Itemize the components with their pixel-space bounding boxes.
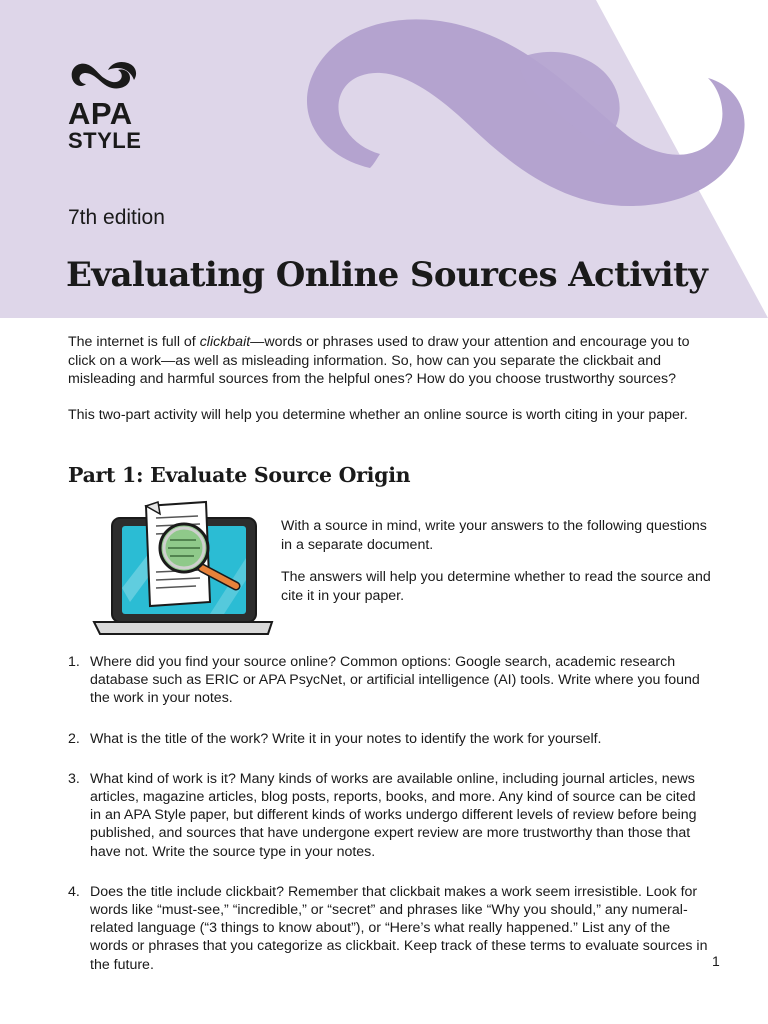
part1-instructions — [281, 517, 711, 619]
question-list — [68, 653, 708, 974]
page-title: Evaluating Online Sources Activity — [66, 255, 708, 295]
intro-section — [68, 333, 704, 441]
laptop-magnifying-glass-icon — [90, 498, 276, 638]
page-number: 1 — [712, 953, 720, 969]
question-text: What kind of work is it? Many kinds of works are available online, including journal articles, news articles, magazine articles, blog posts, reports, books, and more. Any kind of source can be cited in an APA Style paper, but different kinds of works undergo different levels of review before being published, and sources that have undergone expert review are more trustworthy than those that have not. Write the source type in your notes. — [90, 770, 697, 860]
question-number: 4. — [68, 883, 80, 900]
part1-instruction-2: The answers will help you determine whether to read the source and cite it in your paper. — [281, 569, 711, 604]
logo-text-style: STYLE — [68, 128, 142, 153]
intro-italic-term: clickbait — [199, 334, 251, 350]
question-number: 2. — [68, 730, 80, 747]
list-item — [68, 653, 708, 708]
intro-text-end: —words or phrases used to draw your attention and encourage you to click on a work—as well as misleading information. So, how can you separate the clickbait and misleading and harmful sources from the helpful ones? How do you choose trustworthy sources? — [68, 334, 690, 387]
question-text: Does the title include clickbait? Remember that clickbait makes a work seem irresistible. Look for words like “must-see,” “incredible,” or “secret” and phrases like “Why you should,” any numeral-related language (“3 things to know about”), or “Here’s what really happened.” List any of the words or phrases that you categorize as clickbait. Keep track of these terms to evaluate sources in the future. — [90, 883, 708, 973]
list-item — [68, 883, 708, 974]
intro-text-start: The internet is full of — [68, 334, 200, 350]
question-number: 1. — [68, 654, 80, 670]
list-item — [68, 730, 708, 748]
question-text: Where did you find your source online? Common options: Google search, academic research database such as ERIC or APA PsycNet, or artificial intelligence (AI) tools. Write where you found the work in your notes. — [90, 654, 700, 707]
intro-paragraph-1 — [68, 333, 704, 389]
question-text: What is the title of the work? Write it in your notes to identify the work for yourself. — [90, 730, 602, 747]
apa-swirl-logo-icon — [68, 58, 140, 94]
part1-heading: Part 1: Evaluate Source Origin — [68, 463, 411, 487]
question-number: 3. — [68, 770, 80, 787]
edition-label: 7th edition — [68, 206, 165, 229]
logo-text-apa: APA — [68, 96, 133, 131]
list-item — [68, 770, 708, 861]
intro-paragraph-2: This two-part activity will help you determine whether an online source is worth citing in your paper. — [68, 406, 688, 423]
part1-instruction-1: With a source in mind, write your answers to the following questions in a separate document. — [281, 518, 707, 553]
